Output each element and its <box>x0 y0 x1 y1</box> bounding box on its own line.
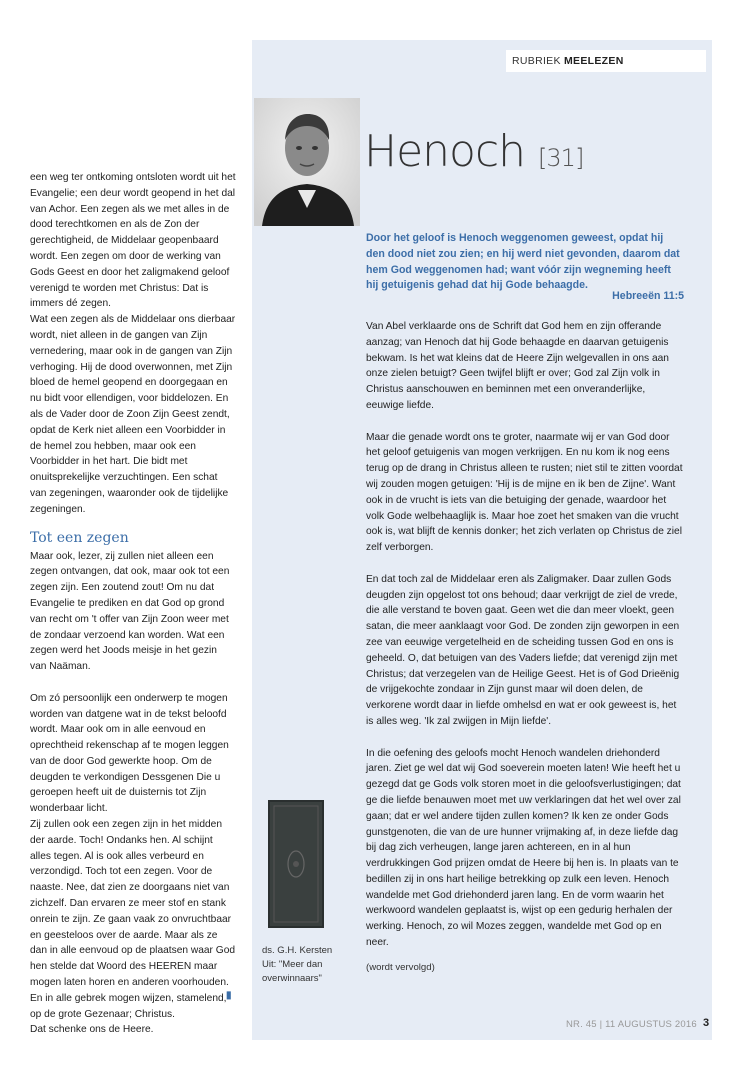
end-mark-icon: ▮ <box>226 990 232 1001</box>
caption-line: overwinnaars" <box>262 973 322 984</box>
left-paragraph: Wat een zegen als de Middelaar ons dierbaar wordt, niet alleen in de gangen van Zijn vernedering, maar ook in de gangen van Zijn verhoging. Hij de dood overwonnen, met Zijn bloed de hemel geopend en doorgegaan en nu bidt voor ellendigen, voor biddelozen. En als de Vader door de Zoon Zijn Geest zendt, opdat de Kerk niet alleen een Voorbidder in de hemel zou hebben, maar ook een Voorbidder in het hart. Die bidt met onuitsprekelijke verzuchtingen. Een schat van zegeningen, waaronder ook de tijdelijke zegeningen. <box>30 314 236 515</box>
article-title <box>364 126 583 177</box>
issue-info: NR. 45 | 11 AUGUSTUS 2016 <box>566 1019 697 1030</box>
left-column <box>30 170 236 1038</box>
rubriek-name: MEELEZEN <box>564 55 624 67</box>
caption-line: Uit: "Meer dan <box>262 959 323 970</box>
book-photo <box>268 800 324 928</box>
bible-reference: Hebreeën 11:5 <box>612 290 684 302</box>
left-paragraph: Maar ook, lezer, zij zullen niet alleen een zegen ontvangen, dat ook, maar ook tot een zegen zijn. Een zoutend zout! Om nu dat Evangelie te prediken en dat God op grond van recht om 't offer van Zijn Zoon weer met de zondaar verzoend kan worden. Wat een zegen werd het Joods meisje in het gezin van Naäman. <box>30 550 230 673</box>
rubriek-prefix: RUBRIEK <box>512 55 561 67</box>
left-paragraph: Dat schenke ons de Heere. <box>30 1024 154 1036</box>
left-paragraph: een weg ter ontkoming ontsloten wordt uit het Evangelie; een deur wordt geopend in het dal van Achor. Een zegen als we met alles in de dood terechtkomen en als de Zon der gerechtigheid, de Middelaar geopenbaard wordt. Een zegen om door de werking van Gods Geest en door het zaligmakend geloof verenigd te worden met Christus: Dat is immers dé zegen. <box>30 172 236 310</box>
right-column <box>366 319 684 967</box>
right-paragraph: In die oefening des geloofs mocht Henoch wandelen driehonderd jaren. Ziet ge wel dat wij God soeverein moeten laten! Wie heeft het u gezegd dat ge Gods volk storen moet in die geloofsverlustigingen; dat ge die liefde benauwen moet met uw verklaringen dat het wel over zal gaan; dat er wel andere tijden zullen komen? Ik ken ze onder Gods gunstgenoten, die van de ure hunner vrijmaking af, in deze liefde dag bij dag zich verheugen, lange jaren achtereen, en in al hun verdrukkingen God prijzen omdat de Heere bij hen is. In plaats van te bedillen zij in ons hart heilige betrekking op zulk een leven. Henoch wandelde met God driehonderd jaren lang. En de vorm waarin het werkwoord wandelen geplaatst is, wijst op een gedurig herhalen der werking. Henoch, zo wil Mozes zeggen, wandelde met God op en neer. <box>366 747 681 949</box>
continued-note: (wordt vervolgd) <box>366 962 435 973</box>
bible-quote: Door het geloof is Henoch weggenomen geweest, opdat hij den dood niet zou zien; en hij werd niet gevonden, daarom dat hem God weggenomen had; want vóór zijn wegneming heeft hij getuigenis gehad dat hij Gode behaagde. <box>366 232 680 292</box>
article-number: [31] <box>538 144 584 172</box>
caption-line: ds. G.H. Kersten <box>262 945 333 956</box>
portrait-photo <box>254 98 360 226</box>
subheading: Tot een zegen <box>30 529 129 546</box>
rubriek-label <box>506 50 706 72</box>
left-paragraph: Zij zullen ook een zegen zijn in het midden der aarde. Toch! Ondanks hen. Al schijnt alles tegen. Al is ook alles verbeurd en verzondigd. Toch tot een zegen. Voor de naaste. Nee, dat zien ze doorgaans niet van zichzelf. Dan ervaren ze meer stof en stank onrein te zijn. Ze gaan vaak zo onvruchtbaar en geesteloos over de aarde. Maar als ze dan in alle eenvoud op de plaatsen waar God hen stelde dat Woord des HEEREN maar mogen laten horen en anderen voorhouden. En in alle gebrek mogen wijzen, stamelend, op de grote Gezenaar; Christus. <box>30 819 236 1020</box>
right-paragraph: En dat toch zal de Middelaar eren als Zaligmaker. Daar zullen Gods deugden zijn opgelost tot ons behoud; daar verkrijgt de ziel de vrede, die alle verstand te boven gaat. Geen wet die dan meer vloekt, geen satan, die meer aanklaagt voor God. De zonden zijn geworpen in een zee van eeuwige vergetelheid en de scheiding tussen God en ons is geheeld. O, dat betuigen van des Vaders liefde; dat verenigd zijn met Christus; dat verzegelen van de Heilige Geest. Het is of God Drieënig de vrijgekochte zondaar in Zijn gunst maar wil doen delen, de verkorene wordt daar in liefde omhelsd en wat er ook geweest is, het is alles weg. 'Ik zal zwijgen in Mijn liefde'. <box>366 573 680 727</box>
left-paragraph: Om zó persoonlijk een onderwerp te mogen worden van datgene wat in de tekst beloofd wordt. Maar ook om in alle eenvoud en oprechtheid rekenschap af te mogen leggen van de door God gewerkte hoop. Om de deugden te verkondigen Dessgenen Die u geroepen heeft uit de duisternis tot Zijn wonderbaar licht. <box>30 692 229 815</box>
image-caption <box>262 944 352 986</box>
right-paragraph: Maar die genade wordt ons te groter, naarmate wij er van God door het geloof getuigenis van mogen verkrijgen. En nu kom ik nog eens terug op de drang in Christus alleen te rusten; niet stil te zitten voordat wij zouden mogen getuigen: 'Hij is de mijne en ik ben de Zijne'. Want ook in de vrucht is iets van die betuiging der genade, waardoor het volk Gode welbehaaglijk is. Maar hoe zoet het smaken van die vrucht ook is, wat blijft de kennis donker; het zich verlaten op Christus de ziel zelf verborgen. <box>366 431 683 554</box>
right-paragraph: Van Abel verklaarde ons de Schrift dat God hem en zijn offerande aanzag; van Henoch dat hij Gode behaagde en daarvan getuigenis bekwam. Is het wat kleins dat de Heere Zijn welgevallen in ons aan onze zielen betuigt? Geen twijfel blijft er over; God zal Zijn volk in Christus aanschouwen en beminnen met een onveranderlijke, eeuwige liefde. <box>366 321 669 411</box>
article-title-text: Henoch <box>364 126 526 177</box>
page-number: 3 <box>703 1017 710 1029</box>
